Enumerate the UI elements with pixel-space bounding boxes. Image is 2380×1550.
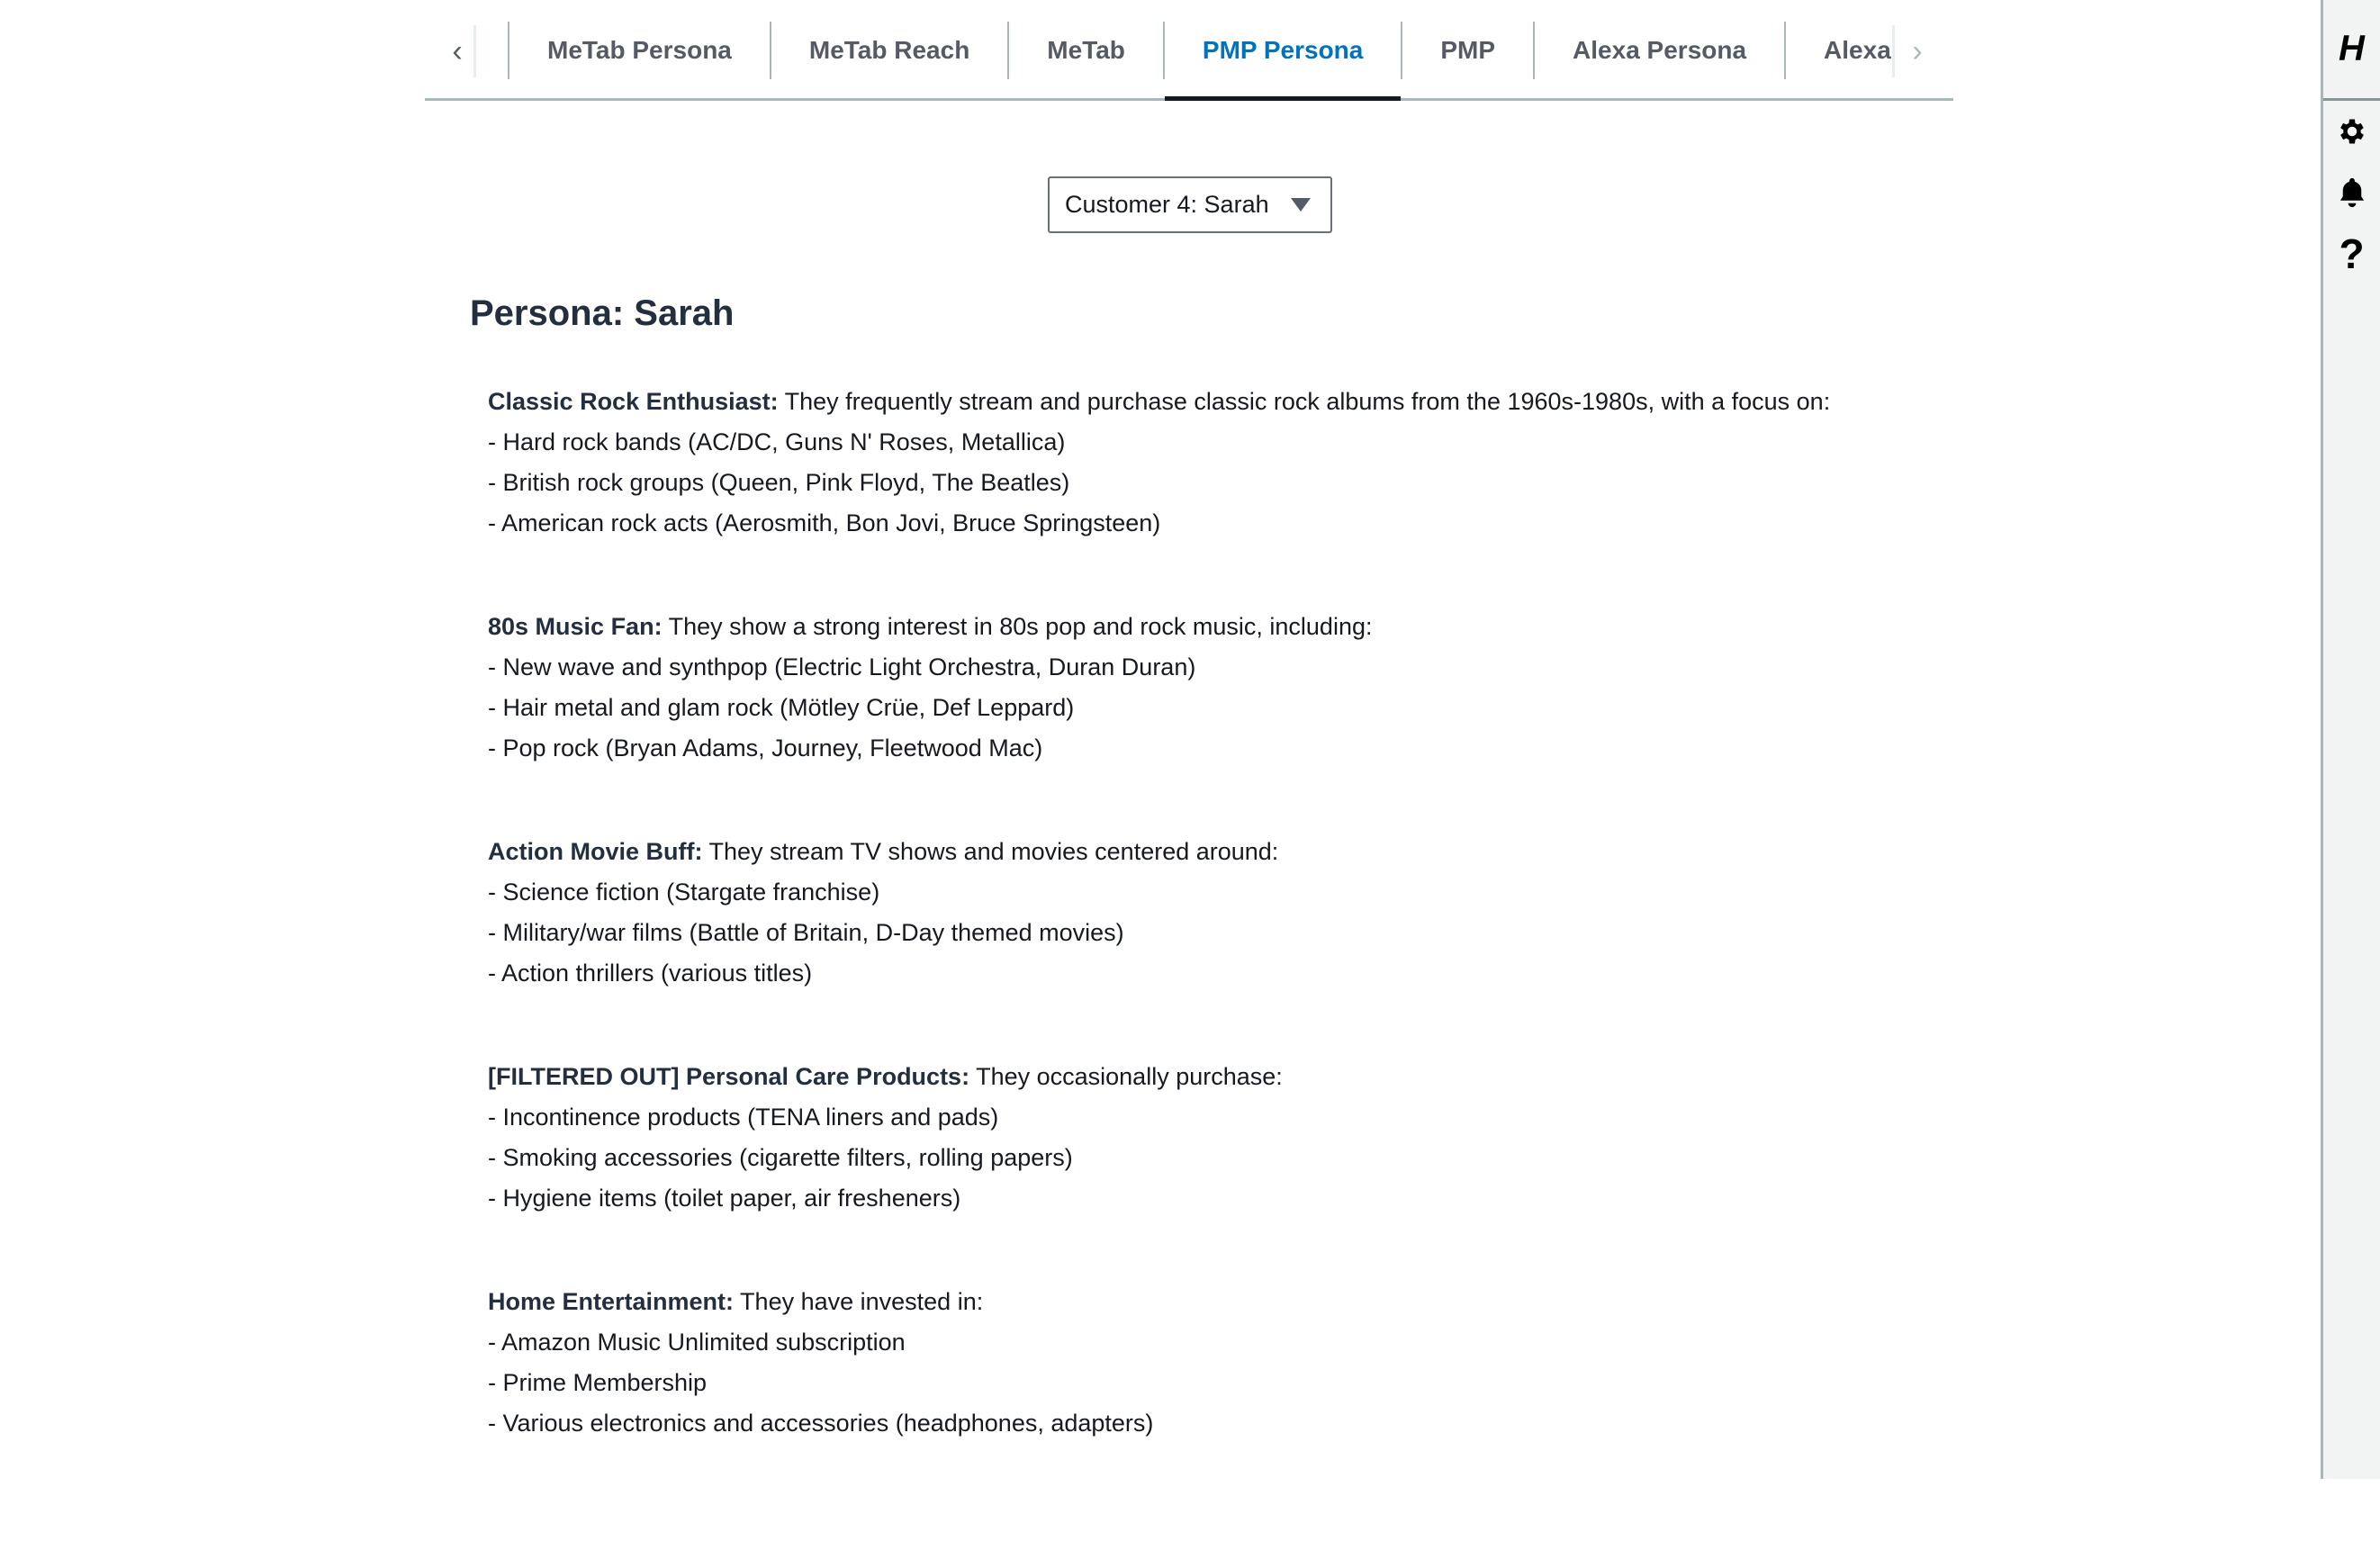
persona-section	[488, 382, 1946, 544]
section-text: They have invested in:	[734, 1288, 984, 1315]
section-label: [FILTERED OUT] Personal Care Products:	[488, 1063, 970, 1090]
section-intro	[488, 1057, 1946, 1097]
list-item: - Incontinence products (TENA liners and pads)	[488, 1104, 999, 1131]
section-text: They occasionally purchase:	[969, 1063, 1283, 1090]
right-rail	[2321, 0, 2380, 1479]
section-label: Home Entertainment:	[488, 1288, 735, 1315]
caret-down-icon	[1291, 198, 1311, 212]
notifications-button[interactable]	[2323, 162, 2380, 223]
tab-pmp[interactable]: PMP	[1401, 22, 1533, 79]
help-button[interactable]	[2323, 223, 2380, 284]
section-label: Classic Rock Enthusiast:	[488, 388, 779, 415]
question-mark-icon: ?	[2339, 230, 2365, 277]
section-label: Action Movie Buff:	[488, 838, 703, 865]
tab-metab[interactable]: MeTab	[1007, 22, 1163, 79]
section-intro	[488, 1282, 1946, 1322]
list-item: - Hygiene items (toilet paper, air fresheners)	[488, 1185, 961, 1212]
tab-bar	[425, 0, 1953, 101]
list-item: - Pop rock (Bryan Adams, Journey, Fleetwood Mac)	[488, 734, 1043, 761]
list-item: - American rock acts (Aerosmith, Bon Jovi, Bruce Springsteen)	[488, 509, 1161, 536]
section-text: They show a strong interest in 80s pop and rock music, including:	[662, 613, 1373, 640]
app-logo: H	[2323, 0, 2380, 101]
tab-alexa[interactable]: Alexa	[1784, 22, 1929, 79]
section-text: They frequently stream and purchase classic rock albums from the 1960s-1980s, with a focus on:	[778, 388, 1831, 415]
persona-section	[488, 1282, 1946, 1444]
list-item: - Various electronics and accessories (headphones, adapters)	[488, 1410, 1154, 1437]
persona-content	[488, 382, 1946, 1507]
persona-section	[488, 607, 1946, 769]
customer-select[interactable]	[1048, 176, 1332, 233]
tabs-scroll-left-button[interactable]	[441, 25, 476, 77]
list-item: - Smoking accessories (cigarette filters, rolling papers)	[488, 1144, 1073, 1171]
chevron-left-icon: ‹	[452, 33, 463, 68]
section-intro	[488, 832, 1946, 872]
settings-button[interactable]	[2323, 101, 2380, 162]
list-item: - Amazon Music Unlimited subscription	[488, 1329, 906, 1356]
list-item: - Hair metal and glam rock (Mötley Crüe, Def Leppard)	[488, 694, 1075, 721]
list-item: - Science fiction (Stargate franchise)	[488, 879, 880, 906]
list-item: - Hard rock bands (AC/DC, Guns N' Roses, Metallica)	[488, 428, 1066, 455]
list-item: - Military/war films (Battle of Britain, D-Day themed movies)	[488, 919, 1124, 946]
persona-section	[488, 1057, 1946, 1219]
section-text: They stream TV shows and movies centered around:	[702, 838, 1279, 865]
section-intro	[488, 607, 1946, 647]
gear-icon	[2336, 115, 2368, 148]
chevron-right-icon: ›	[1912, 33, 1923, 68]
customer-select-value: Customer 4: Sarah	[1065, 191, 1269, 218]
tab-list	[508, 22, 1929, 79]
persona-section	[488, 832, 1946, 994]
page-title: Persona: Sarah	[470, 293, 735, 333]
tab-metab-reach[interactable]: MeTab Reach	[770, 22, 1007, 79]
list-item: - Action thrillers (various titles)	[488, 960, 813, 987]
tab-alexa-persona[interactable]: Alexa Persona	[1533, 22, 1784, 79]
bell-icon	[2336, 176, 2368, 210]
section-intro	[488, 382, 1946, 422]
list-item: - New wave and synthpop (Electric Light Orchestra, Duran Duran)	[488, 653, 1196, 680]
list-item: - Prime Membership	[488, 1369, 708, 1396]
tab-metab-persona[interactable]: MeTab Persona	[508, 22, 770, 79]
section-label: 80s Music Fan:	[488, 613, 663, 640]
tabs-scroll-right-button[interactable]	[1892, 25, 1940, 77]
list-item: - British rock groups (Queen, Pink Floyd, The Beatles)	[488, 469, 1070, 496]
tab-pmp-persona[interactable]: PMP Persona	[1163, 22, 1401, 79]
